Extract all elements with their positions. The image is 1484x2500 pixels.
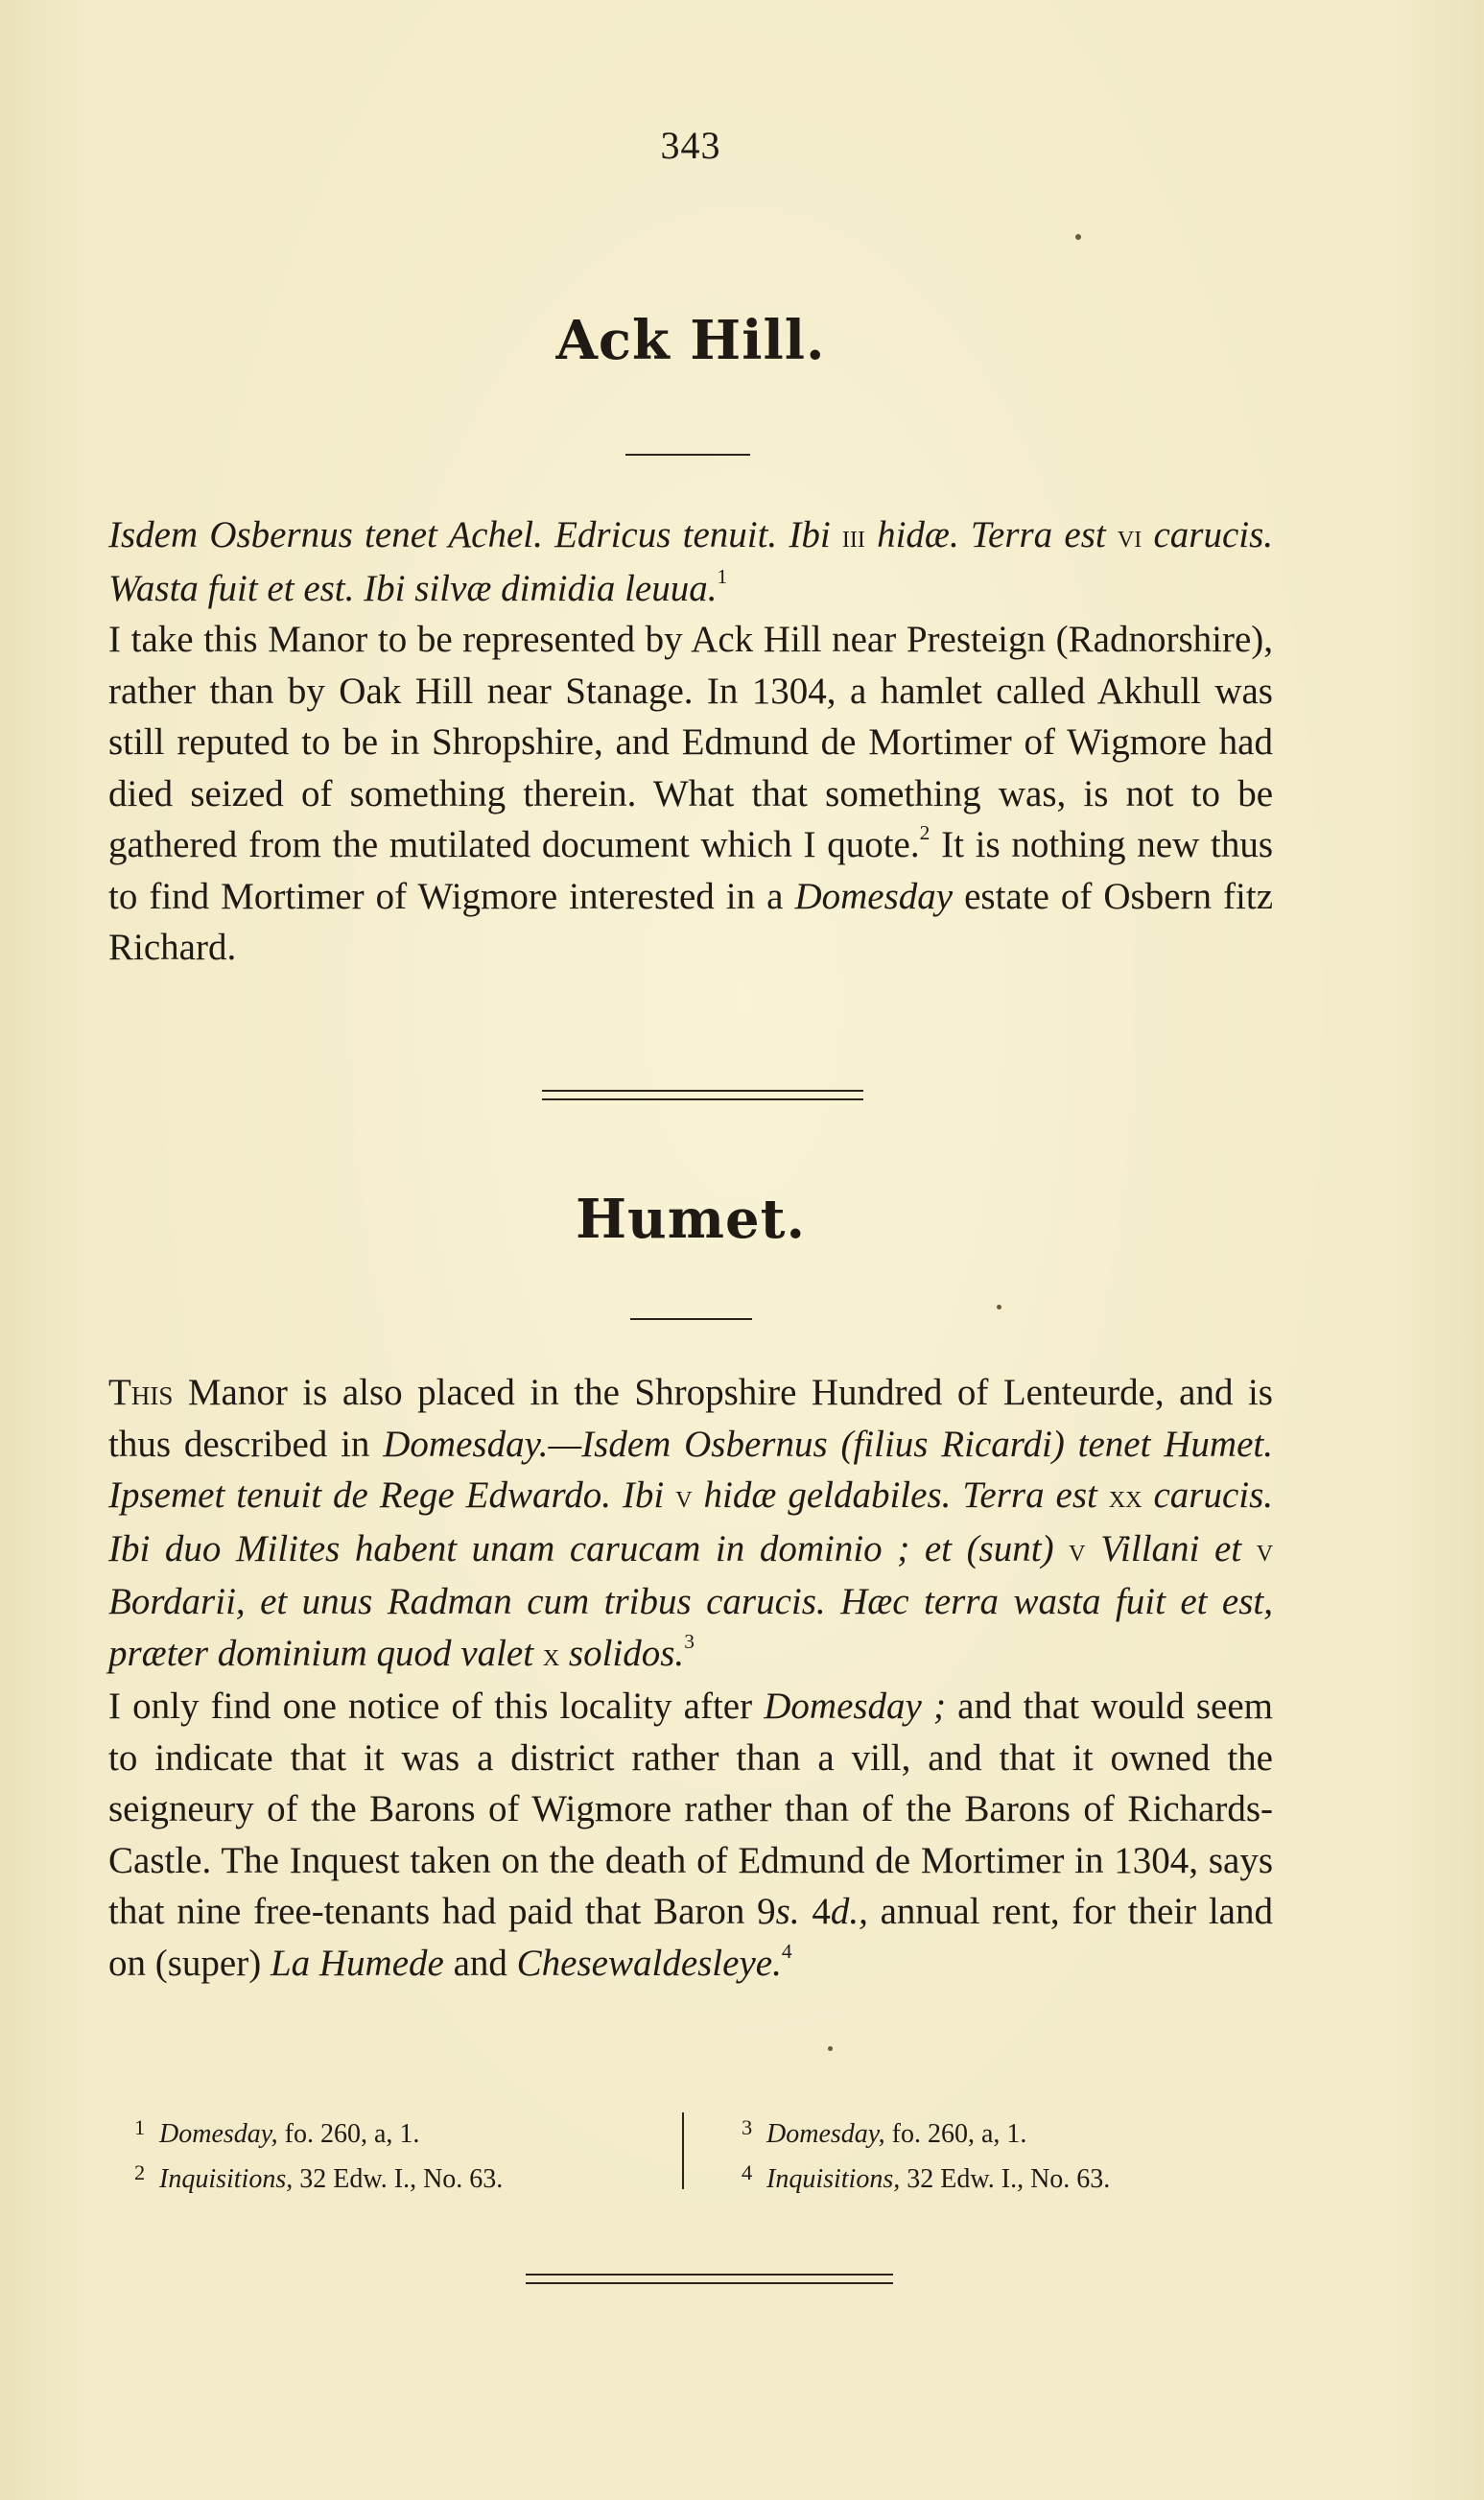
page-end-rule — [526, 2274, 893, 2284]
domesday-extract — [108, 509, 1273, 614]
footnote-number: 3 — [742, 2115, 753, 2139]
latin-text: Wasta fuit et est. — [108, 567, 355, 609]
heading-rule — [630, 1318, 752, 1320]
roman-numeral: v — [1069, 1531, 1086, 1568]
section-divider — [542, 1090, 863, 1100]
footnote-number: 4 — [742, 2159, 753, 2184]
latin-text: hidæ. — [877, 514, 959, 555]
small-caps-text: This — [108, 1372, 174, 1413]
ink-speck — [1075, 234, 1081, 240]
latin-text: Edricus tenuit. — [554, 514, 778, 555]
footnote — [742, 2109, 1221, 2154]
latin-text: Isdem Osbernus tenet Achel. — [108, 514, 543, 555]
latin-text: Ibi — [789, 514, 831, 555]
ink-speck — [997, 1305, 1001, 1309]
body-text: I take this Manor to be represented by Ack Hill near Presteign (Radnorshire), rather than by Oak Hill near Stanage. In 1304, a hamlet called Akhull was still reputed to be in Shropshire, and Edmund de Mortimer of Wigmore had died seized of something therein. What that something was, is not to be gathered from the mutilated document which I quote. — [108, 619, 1273, 865]
footnote-source: Inquisitions, — [159, 2163, 294, 2194]
footnote-source: Inquisitions, — [766, 2163, 901, 2194]
footnote-source: Domesday, — [159, 2118, 278, 2149]
italic-text: solidos. — [568, 1632, 685, 1674]
italic-text: s. — [775, 1891, 800, 1932]
body-text: I only find one notice of this locality after — [108, 1686, 765, 1727]
footnote-text: 32 Edw. I., No. 63. — [293, 2163, 504, 2194]
italic-text: hidæ geldabiles. Terra est — [703, 1474, 1097, 1516]
commentary-paragraph — [108, 1681, 1273, 1989]
section-body-ack-hill — [108, 509, 1273, 974]
footnote-text: fo. 260, a, 1. — [277, 2118, 420, 2149]
heading-rule — [625, 454, 750, 456]
footnote-column-left — [134, 2109, 671, 2199]
section-heading-ack-hill: Ack Hill. — [555, 309, 826, 372]
footnote-column-right — [742, 2109, 1221, 2199]
footnote — [134, 2154, 671, 2199]
footnote-text: fo. 260, a, 1. — [884, 2118, 1027, 2149]
roman-numeral: iii — [841, 518, 865, 554]
footnote-source: Domesday, — [766, 2118, 885, 2149]
page-number: 343 — [660, 124, 721, 167]
body-text: It is nothing new thus to find Mortimer of Wigmore interested in a — [108, 824, 1273, 917]
footnote-ref: 2 — [919, 820, 930, 844]
italic-text: Domesday ; — [764, 1686, 946, 1727]
italic-text: La Humede — [270, 1942, 444, 1984]
section-body-humet — [108, 1367, 1273, 1989]
section-heading-humet: Humet. — [576, 1188, 806, 1251]
footnote-text: 32 Edw. I., No. 63. — [900, 2163, 1111, 2194]
footnote-divider — [682, 2112, 684, 2189]
latin-text: Terra est — [970, 514, 1106, 555]
roman-numeral: x — [542, 1636, 560, 1673]
italic-text: Chesewaldesleye. — [516, 1942, 782, 1984]
italic-text: d., — [830, 1891, 868, 1932]
footnote-ref: 3 — [684, 1629, 695, 1653]
ink-speck — [828, 2046, 833, 2051]
body-text: and — [443, 1942, 517, 1984]
body-text: Manor is also placed in the Shropshire Hundred of Lenteurde, and is thus described in — [108, 1372, 1273, 1465]
footnote-ref: 1 — [717, 564, 728, 588]
latin-text: carucis. — [1153, 514, 1274, 555]
latin-text: Ibi silvæ dimidia leuua. — [364, 567, 718, 609]
footnote-number: 1 — [134, 2115, 146, 2139]
description-paragraph — [108, 1367, 1273, 1681]
body-text: and that would seem to indicate that it was a district rather than a vill, and that it owned the seigneury of the Barons of Wigmore rather than of the Barons of Richards-Castle. The Inquest taken on the death of Edmund de Mortimer in 1304, says that nine free-tenants had paid that Baron 9 — [108, 1686, 1273, 1932]
roman-numeral: v — [675, 1478, 693, 1515]
roman-numeral: xx — [1108, 1478, 1142, 1515]
body-text: 4 — [799, 1891, 831, 1932]
italic-text: Domesday — [794, 875, 954, 917]
footnote-number: 2 — [134, 2159, 146, 2184]
italic-text: Domesday.—Isdem Osbernus (filius Ricardi) tenet Humet. Ipsemet tenuit de Rege Edwardo. Ibi — [108, 1423, 1273, 1516]
footnote — [134, 2109, 671, 2154]
body-text: annual rent, for their land on (super) — [108, 1891, 1273, 1984]
italic-text: Bordarii, et unus Radman cum tribus carucis. Hæc terra wasta fuit et est, præter dominium quod valet — [108, 1581, 1273, 1674]
footnotes — [134, 2109, 1218, 2194]
footnote — [742, 2154, 1221, 2199]
roman-numeral: vi — [1117, 518, 1142, 554]
italic-text: Villani et — [1100, 1527, 1242, 1569]
roman-numeral: v — [1256, 1531, 1274, 1568]
italic-text: carucis. Ibi duo Milites habent unam carucam in dominio ; et (sunt) — [108, 1474, 1274, 1569]
commentary-paragraph — [108, 614, 1273, 974]
footnote-ref: 4 — [781, 1939, 792, 1963]
body-text: estate of Osbern fitz Richard. — [108, 875, 1274, 968]
